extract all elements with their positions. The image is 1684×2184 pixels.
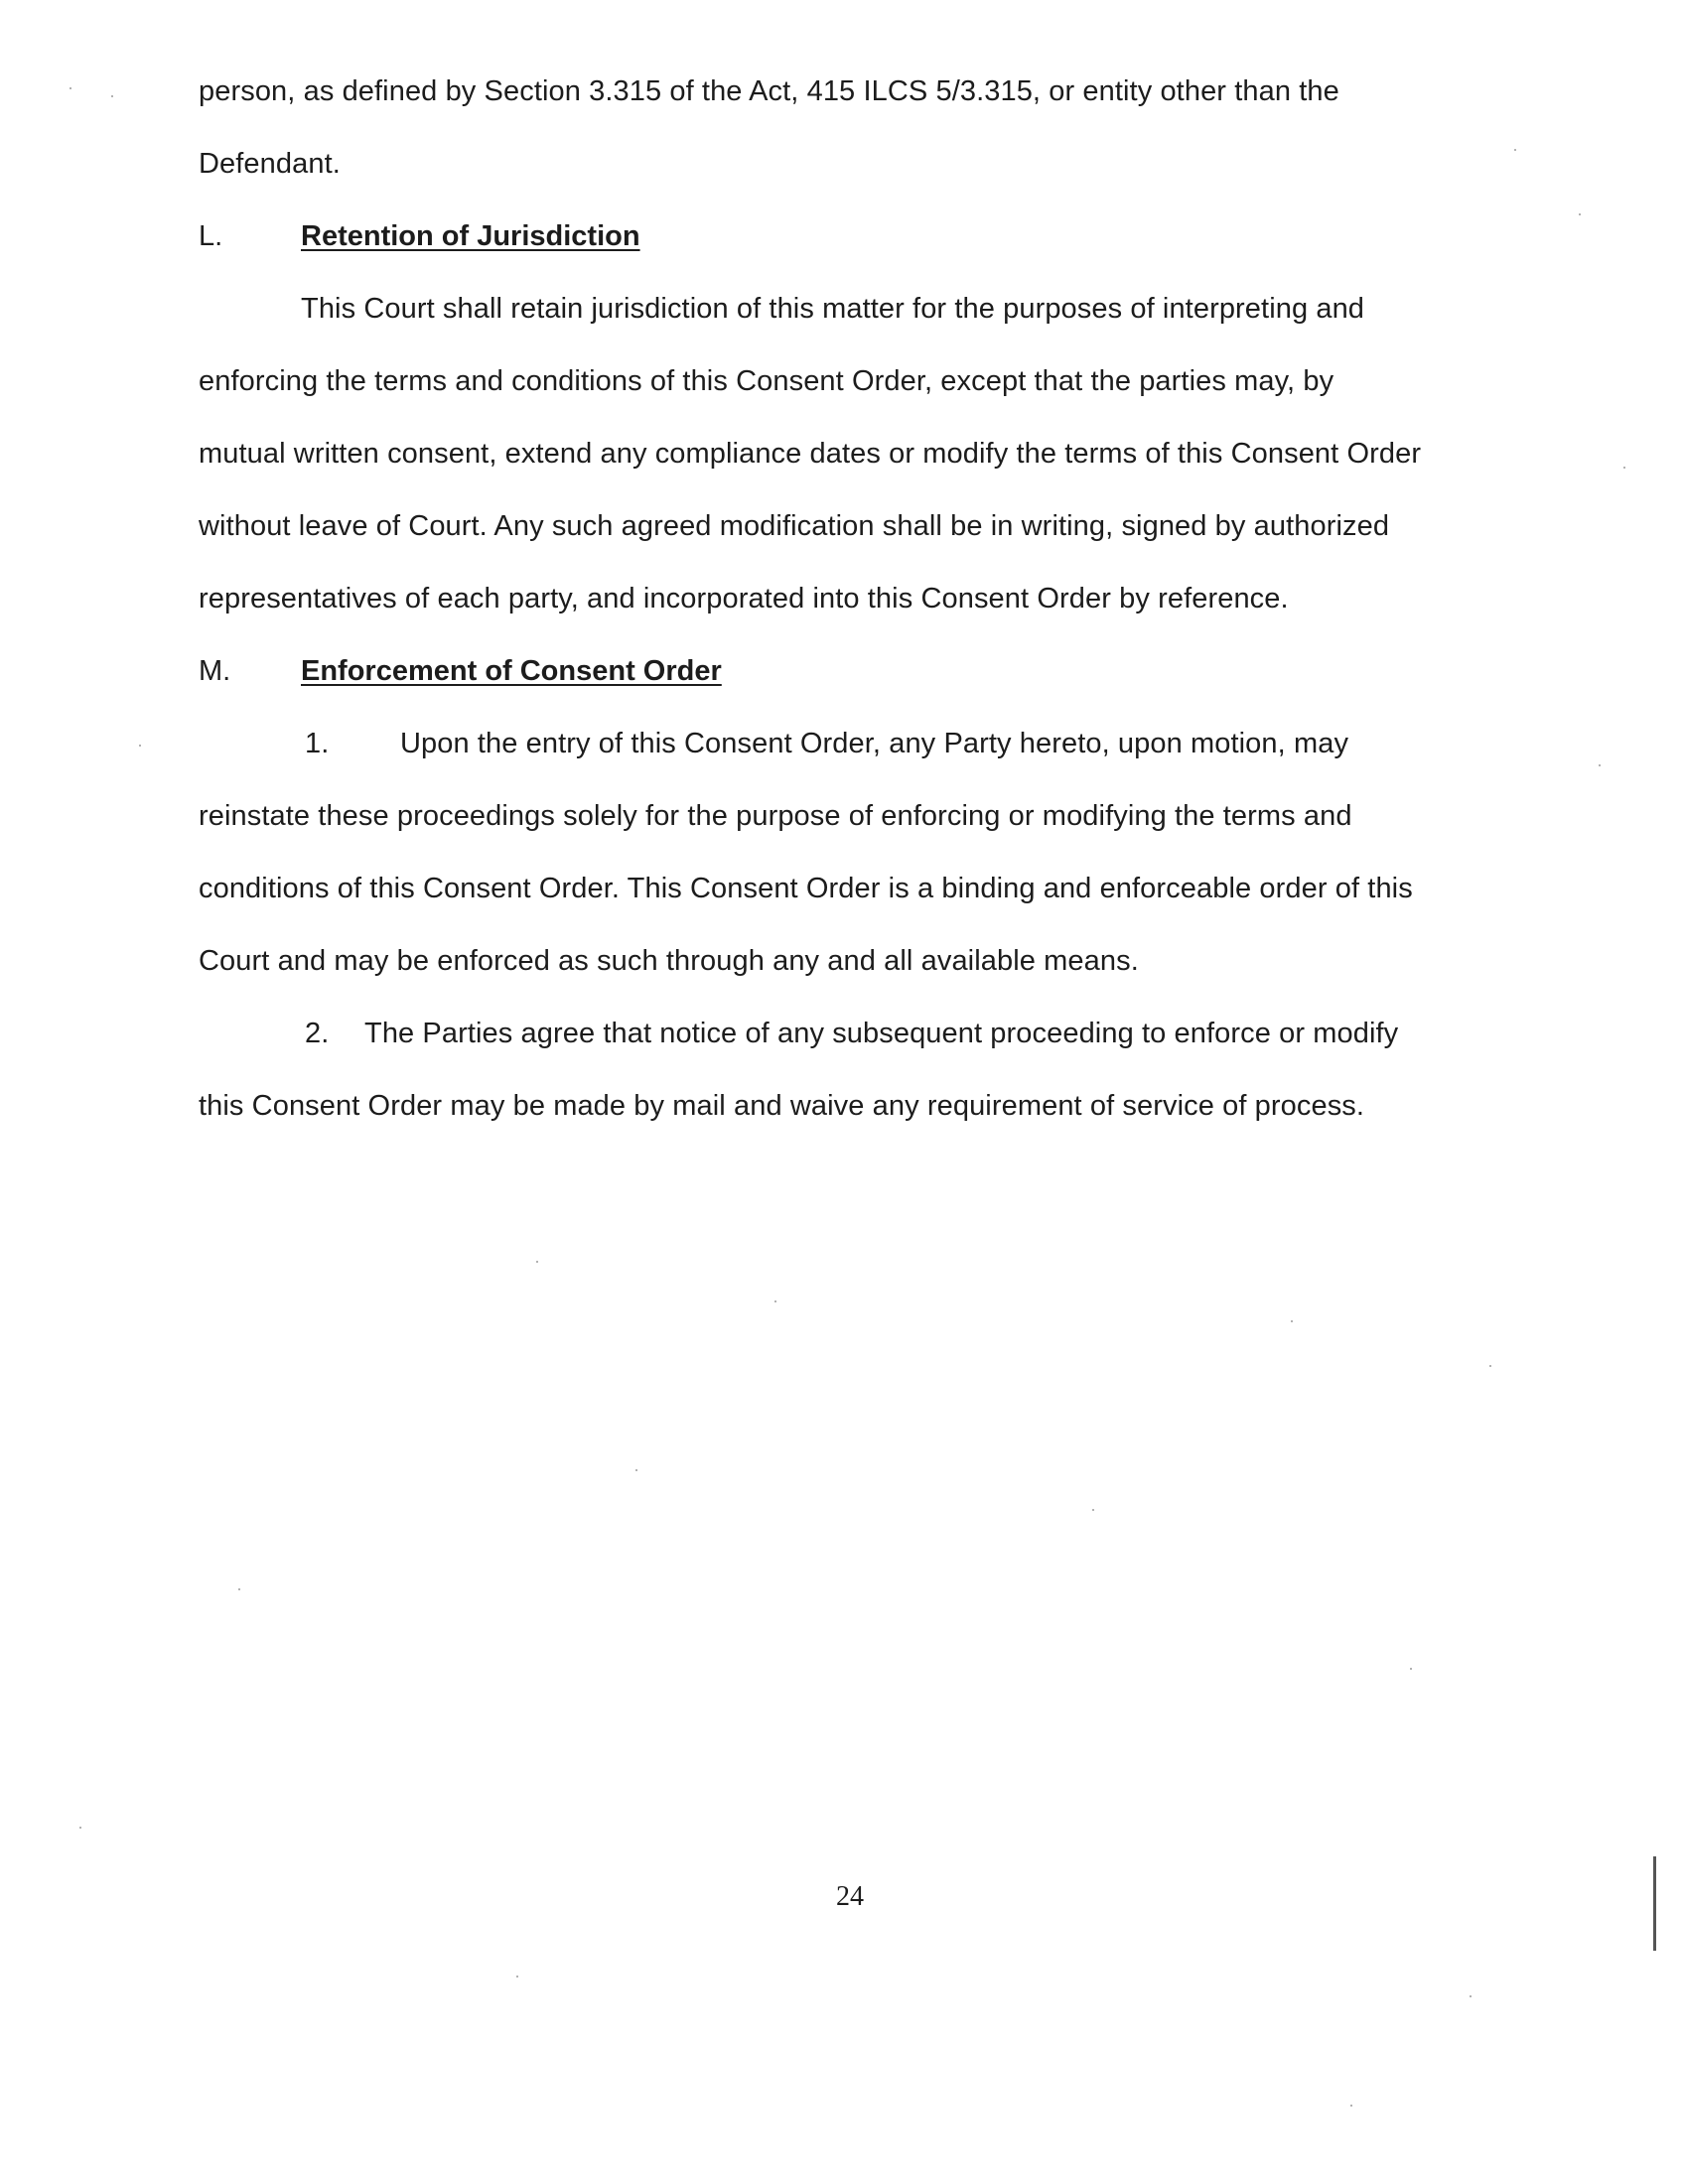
scan-speck: [1350, 2105, 1352, 2107]
scan-speck: [536, 1261, 538, 1263]
scan-speck: [238, 1588, 240, 1590]
item-text: The Parties agree that notice of any subsequent proceeding to enforce or modify: [364, 1018, 1399, 1049]
scan-speck: [1489, 1365, 1491, 1367]
body-text-line: conditions of this Consent Order. This Consent Order is a binding and enforceable order of this: [199, 873, 1413, 904]
scan-speck: [79, 1827, 81, 1829]
body-text-line: enforcing the terms and conditions of this Consent Order, except that the parties may, by: [199, 365, 1334, 397]
numbered-item-1: [305, 724, 1348, 763]
page-number: 24: [836, 1881, 864, 1912]
item-number: 1.: [305, 728, 330, 759]
scan-speck: [70, 87, 71, 89]
scan-speck: [139, 745, 141, 747]
scan-speck: [1514, 149, 1516, 151]
body-text-line: this Consent Order may be made by mail and waive any requirement of service of process.: [199, 1090, 1365, 1122]
scan-speck: [111, 95, 113, 97]
scan-speck: [1092, 1509, 1094, 1511]
scan-speck: [1410, 1668, 1412, 1670]
item-number: 2.: [305, 1018, 330, 1049]
body-text-line: Court and may be enforced as such through any and all available means.: [199, 945, 1139, 977]
scan-speck: [774, 1300, 776, 1302]
body-text-line: This Court shall retain jurisdiction of this matter for the purposes of interpreting and: [301, 293, 1365, 325]
section-title: Enforcement of Consent Order: [301, 655, 722, 687]
section-heading-l: [199, 216, 640, 256]
scan-speck: [1623, 467, 1625, 469]
scan-speck: [1599, 764, 1601, 766]
section-heading-m: [199, 651, 722, 691]
scan-speck: [516, 1976, 518, 1978]
scan-speck: [1579, 213, 1581, 215]
body-text-line: mutual written consent, extend any compliance dates or modify the terms of this Consent Order: [199, 438, 1422, 470]
section-letter: M.: [199, 655, 231, 687]
section-letter: L.: [199, 220, 223, 252]
scan-speck: [635, 1469, 637, 1471]
body-text-line: reinstate these proceedings solely for the purpose of enforcing or modifying the terms and: [199, 800, 1352, 832]
scan-margin-mark: [1653, 1856, 1656, 1951]
scan-speck: [1291, 1320, 1293, 1322]
numbered-item-2: [305, 1014, 1398, 1053]
body-text-line: representatives of each party, and incorporated into this Consent Order by reference.: [199, 583, 1289, 614]
body-text-line: Defendant.: [199, 148, 341, 180]
body-text-line: without leave of Court. Any such agreed modification shall be in writing, signed by authorized: [199, 510, 1390, 542]
scan-speck: [1470, 1995, 1472, 1997]
section-title: Retention of Jurisdiction: [301, 220, 640, 252]
item-text: Upon the entry of this Consent Order, any Party hereto, upon motion, may: [400, 728, 1349, 759]
body-text-line: person, as defined by Section 3.315 of the Act, 415 ILCS 5/3.315, or entity other than the: [199, 75, 1339, 107]
